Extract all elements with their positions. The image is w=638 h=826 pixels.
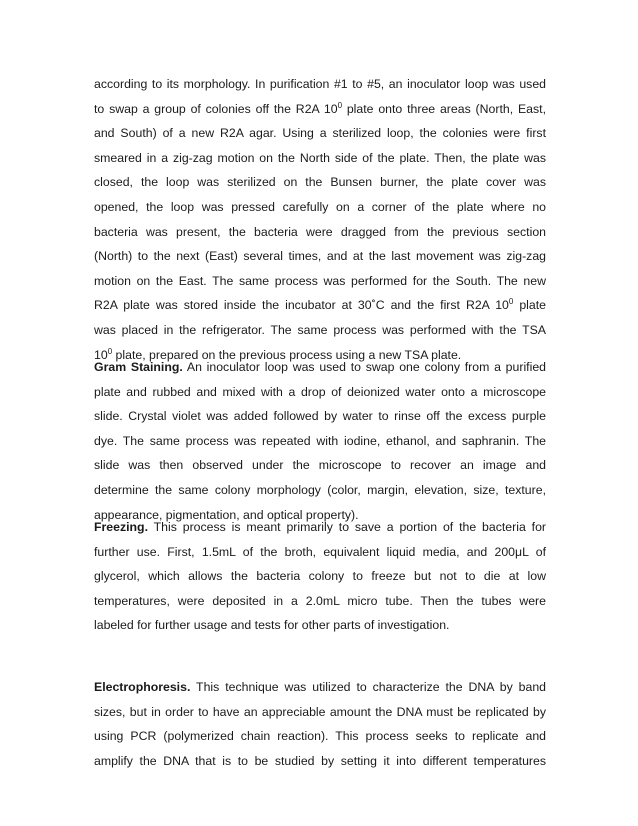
text-line: bacteria was present, the bacteria were dragged from the previous section bbox=[94, 224, 546, 239]
text-line: further use. First, 1.5mL of the broth, equivalent liquid media, and 200μL of bbox=[94, 544, 546, 559]
text-line: dye. The same process was repeated with iodine, ethanol, and saphranin. The bbox=[94, 433, 546, 448]
text-line: sizes, but in order to have an appreciable amount the DNA must be replicated by bbox=[94, 704, 546, 719]
text-line: according to its morphology. In purification #1 to #5, an inoculator loop was used bbox=[94, 77, 546, 91]
section-heading: Freezing. bbox=[94, 520, 148, 534]
text-line: amplify the DNA that is to be studied by setting it into different temperatures bbox=[94, 753, 546, 768]
paragraph-gram-staining bbox=[94, 355, 546, 527]
text-line: appearance, pigmentation, and optical property). bbox=[94, 507, 359, 522]
text-line: (North) to the next (East) several times, and at the last movement was zig-zag bbox=[94, 249, 546, 264]
paragraph-electrophoresis bbox=[94, 675, 546, 773]
text-line: was placed in the refrigerator. The same process was performed with the TSA bbox=[94, 322, 546, 337]
text-line: and South) of a new R2A agar. Using a sterilized loop, the colonies were first bbox=[94, 126, 546, 141]
paragraph-purification bbox=[94, 72, 546, 367]
text-line: $10^0$ plate, prepared on the previous process using a new TSA plate. bbox=[94, 346, 462, 362]
text-line: using PCR (polymerized chain reaction). This process seeks to replicate and bbox=[94, 729, 546, 744]
section-heading: Electrophoresis. bbox=[94, 680, 191, 694]
text-line: slide was then observed under the microscope to recover an image and bbox=[94, 458, 546, 473]
text-line: Electrophoresis. This technique was utilized to characterize the DNA by band bbox=[94, 680, 546, 694]
text-line: opened, the loop was pressed carefully on a corner of the plate where no bbox=[94, 199, 546, 214]
paragraph-freezing bbox=[94, 515, 546, 638]
text-line: determine the same colony morphology (color, margin, elevation, size, texture, bbox=[94, 482, 546, 497]
text-line: to swap a group of colonies off the R2A $10^0$ plate onto three areas (North, East, bbox=[94, 100, 546, 116]
text-line: temperatures, were deposited in a 2.0mL micro tube. Then the tubes were bbox=[94, 593, 546, 608]
text-line: smeared in a zig-zag motion on the North side of the plate. Then, the plate was bbox=[94, 150, 546, 165]
text-line: closed, the loop was sterilized on the Bunsen burner, the plate cover was bbox=[94, 175, 546, 190]
text-line: slide. Crystal violet was added followed by water to rinse off the excess purple bbox=[94, 409, 546, 424]
text-line: R2A plate was stored inside the incubator at 30˚C and the first R2A $10^0$ plate bbox=[94, 297, 546, 313]
text-line: labeled for further usage and tests for other parts of investigation. bbox=[94, 618, 450, 633]
section-heading: Gram Staining. bbox=[94, 360, 183, 374]
text-line: Freezing. This process is meant primarily to save a portion of the bacteria for bbox=[94, 520, 546, 534]
text-line: Gram Staining. An inoculator loop was used to swap one colony from a purified bbox=[94, 360, 546, 374]
text-line: glycerol, which allows the bacteria colony to freeze but not to die at low bbox=[94, 569, 546, 584]
text-line: motion on the East. The same process was performed for the South. The new bbox=[94, 273, 546, 288]
text-line: plate and rubbed and mixed with a drop of deionized water onto a microscope bbox=[94, 384, 546, 399]
